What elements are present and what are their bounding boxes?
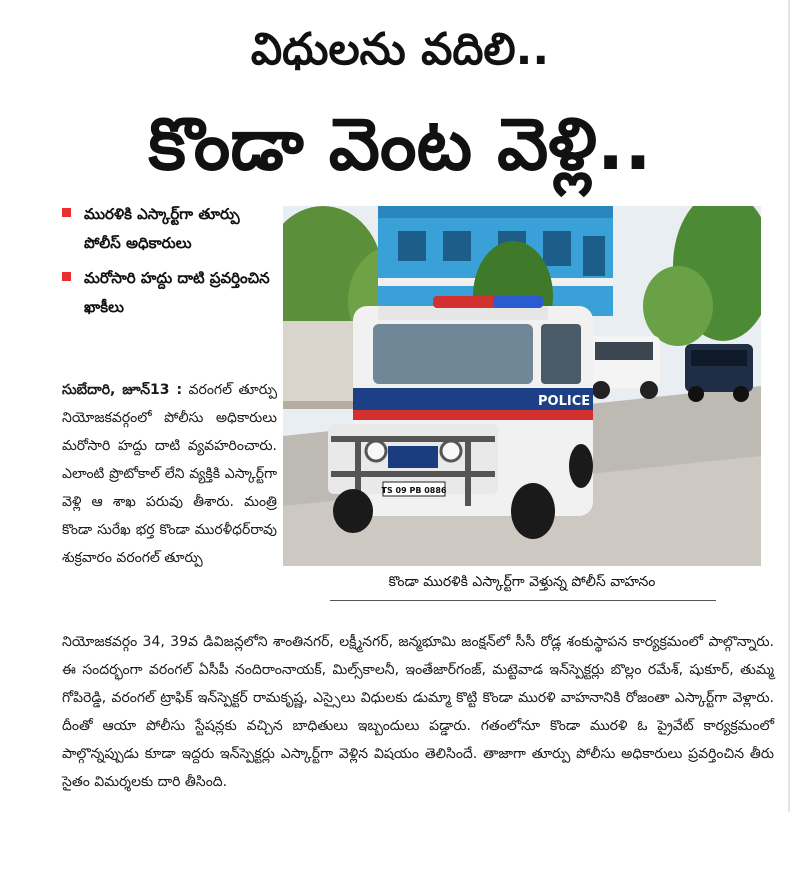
license-plate-text: TS 09 PB 0886 — [381, 486, 447, 495]
headline-kicker: విధులను వదిలి.. — [250, 24, 550, 75]
article-column — [62, 376, 277, 572]
police-vehicle-photo — [283, 206, 761, 566]
highlight-item — [62, 264, 277, 322]
headline-main: కొండా వెంట వెళ్లి.. — [148, 102, 652, 186]
highlight-item — [62, 200, 277, 258]
bullet-square-icon — [62, 272, 71, 281]
vehicle-police-text: POLICE — [538, 394, 591, 409]
highlight-text: మరోసారి హద్దు దాటి ప్రవర్తించిన ఖాకీలు — [84, 269, 270, 316]
highlight-text: మురళికి ఎస్కార్ట్‌గా తూర్పు పోలీస్ అధికారులు — [84, 205, 240, 252]
highlights-list — [62, 200, 277, 328]
photo-caption: కొండా మురళికి ఎస్కార్ట్‌గా వెళ్తున్న పోలీస్ వాహనం — [388, 574, 656, 590]
article-text-intro: వరంగల్ తూర్పు నియోజకవర్గంలో పోలీసు అధికారులు మరోసారి హద్దు దాటి వ్యవహరించారు. ఎలాంటి ప్రొటోకాల్ లేని వ్యక్తికి ఎస్కార్ట్‌గా వెళ్లి ఆ శాఖ పరువు తీశారు. మంత్రి కొండా సురేఖ భర్త కొండా మురళీధర్‌రావు శుక్రవారం వరంగల్ తూర్పు — [62, 382, 277, 566]
news-photo — [283, 206, 761, 566]
bullet-square-icon — [62, 208, 71, 217]
article-dateline: సుబేదారి, జూన్13 : — [62, 382, 183, 398]
caption-underline — [330, 600, 716, 601]
article-text-continued: నియోజకవర్గం 34, 39వ డివిజన్లలోని శాంతినగర్, లక్ష్మీనగర్, జన్మభూమి జంక్షన్‌లో సీసీ రోడ్ల శంకుస్థాపన కార్యక్రమంలో పాల్గొన్నారు. ఈ సందర్భంగా వరంగల్ ఏసీపీ నందిరాంనాయక్, మిల్స్‌కాలనీ, ఇంతేజార్‌గంజ్, మట్టెవాడ ఇన్‌స్పెక్టర్లు బొల్లం రమేశ్, షుకూర్, తుమ్మ గోపిరెడ్డి, వరంగల్ ట్రాఫిక్ ఇన్‌స్పెక్టర్ రామకృష్ణ, ఎస్సైలు విధులకు డుమ్మా కొట్టి కొండా మురళి వాహనానికి రోజంతా ఎస్కార్ట్‌గా వెళ్లారు. దీంతో ఆయా పోలీసు స్టేషన్లకు వచ్చిన బాధితులు ఇబ్బందులు పడ్డారు. గతంలోనూ కొండా మురళి ఓ ప్రైవేట్ కార్యక్రమంలో పాల్గొన్నప్పుడు కూడా ఇద్దరు ఇన్‌స్పెక్టర్లు ఎస్కార్ట్‌గా వెళ్లిన విషయం తెలిసిందే. తాజాగా తూర్పు పోలీసు అధికారులు ప్రవర్తించిన తీరు సైతం విమర్శలకు దారి తీసింది. — [62, 634, 774, 790]
